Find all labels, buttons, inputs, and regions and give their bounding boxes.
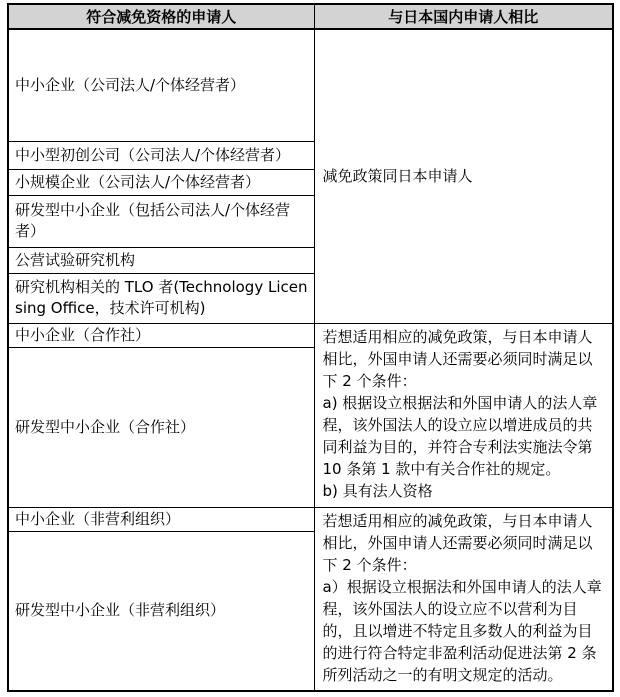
- comparison-condition-a: a）根据设立根据法和外国申请人的法人章程，该外国法人的设立应不以营利为目的，且以增进不特定且多数人的利益为目的进行符合特定非盈利活动促进法第 2 条所列活动之一的有明文规定的活动。: [322, 577, 602, 684]
- applicant-cell: 研发型中小企业（合作社）: [8, 347, 314, 507]
- comparison-cell-general: [314, 29, 613, 323]
- applicant-cell: 中小企业（非营利组织）: [8, 507, 314, 531]
- fee-reduction-eligibility-table: [7, 3, 614, 692]
- comparison-conditions-intro: 若想适用相应的减免政策，与日本申请人相比，外国申请人还需要必须同时满足以下 2 个条件：: [322, 327, 593, 390]
- table-row: [8, 507, 613, 531]
- table-row: [8, 29, 613, 141]
- applicant-cell: 中小企业（合作社）: [8, 323, 314, 347]
- comparison-cell-cooperative: [314, 323, 613, 507]
- applicant-cell: 研究机构相关的 TLO 者(Technology Licensing Office，技术许可机构): [8, 273, 314, 323]
- applicant-cell: 研发型中小企业（非营利组织）: [8, 531, 314, 691]
- table-row: [8, 323, 613, 347]
- applicant-cell: 小规模企业（公司法人/个体经营者）: [8, 169, 314, 195]
- column-header-comparison-with-japan: 与日本国内申请人相比: [314, 4, 613, 29]
- comparison-condition-b: b) 具有法人资格: [322, 481, 433, 500]
- applicant-cell: 公营试验研究机构: [8, 247, 314, 273]
- column-header-eligible-applicant: 符合减免资格的申请人: [8, 4, 314, 29]
- comparison-cell-nonprofit: [314, 507, 613, 691]
- comparison-text: 减免政策同日本申请人: [322, 167, 473, 186]
- header-row: [8, 4, 613, 29]
- comparison-conditions-intro: 若想适用相应的减免政策，与日本申请人相比，外国申请人还需要必须同时满足以下 2 个条件：: [322, 511, 593, 574]
- applicant-cell: 中小型初创公司（公司法人/个体经营者）: [8, 141, 314, 169]
- applicant-cell: 中小企业（公司法人/个体经营者）: [8, 29, 314, 141]
- comparison-condition-a: a) 根据设立根据法和外国申请人的法人章程，该外国法人的设立应以增进成员的共同利益为目的，并符合专利法实施法令第 10 条第 1 款中有关合作社的规定。: [322, 393, 598, 478]
- applicant-cell: 研发型中小企业（包括公司法人/个体经营者）: [8, 195, 314, 247]
